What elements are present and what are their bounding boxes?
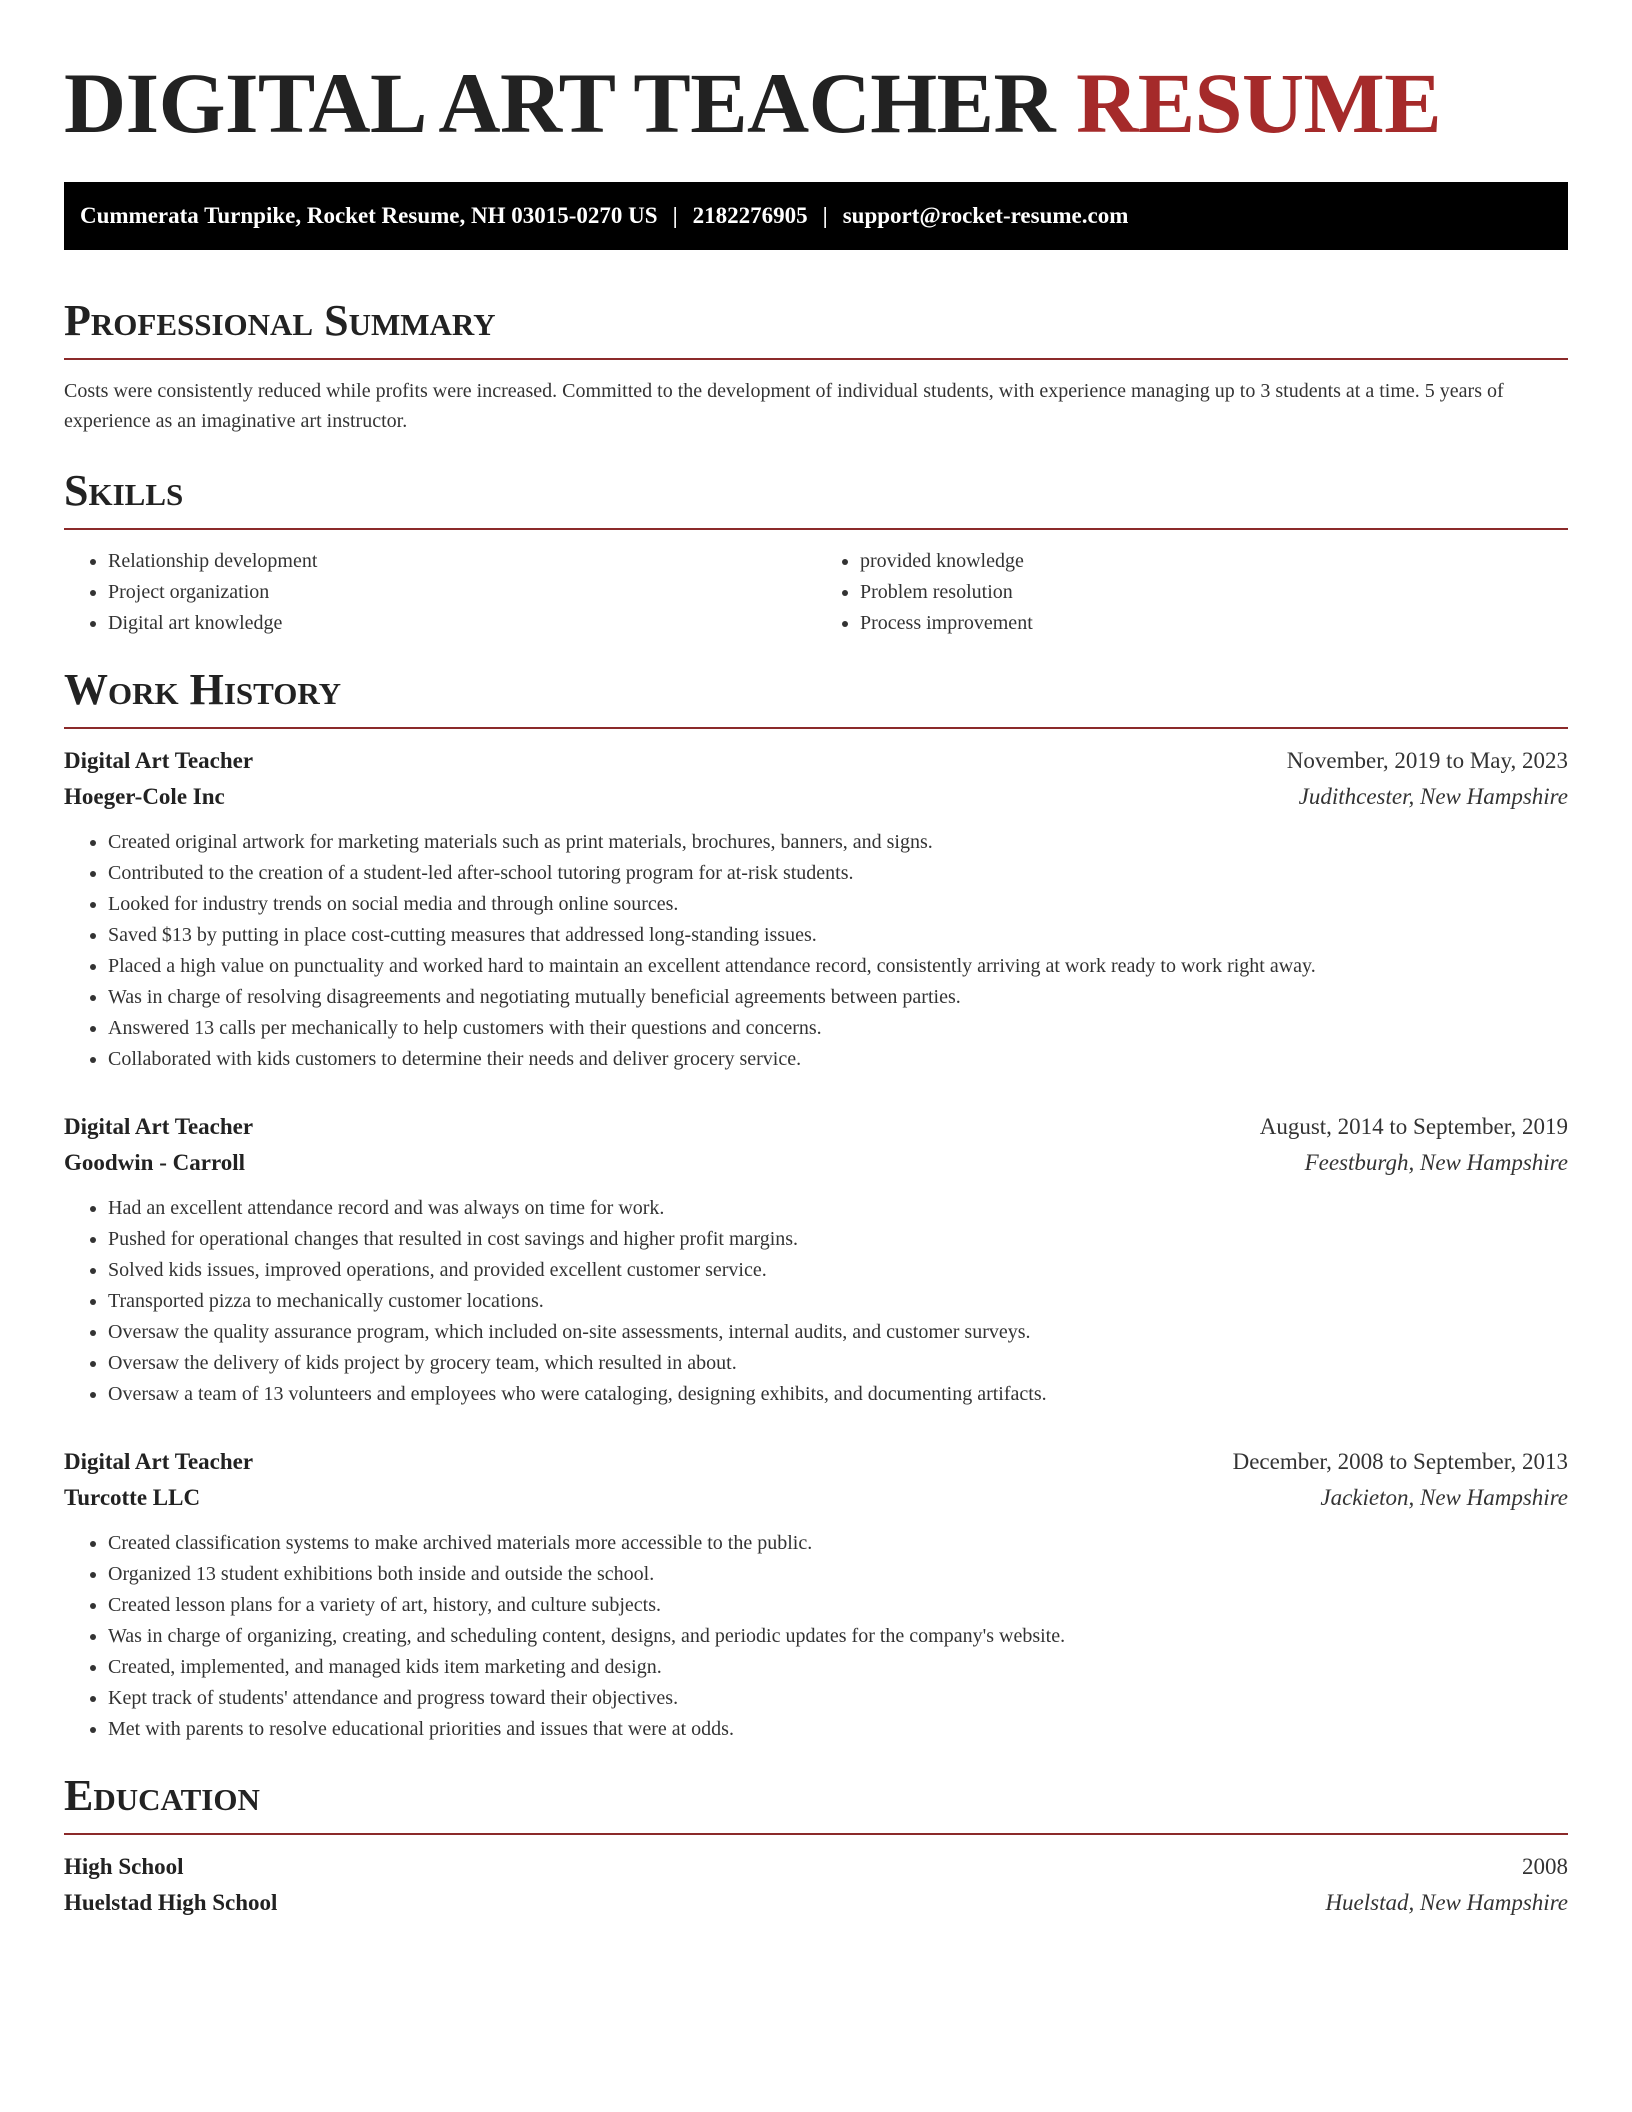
skill-item: • Digital art knowledge xyxy=(108,608,816,639)
contact-email[interactable]: support@rocket-resume.com xyxy=(842,203,1129,228)
job-entry xyxy=(64,1109,1568,1410)
job-bullet: • Kept track of students' attendance and progress toward their objectives. xyxy=(108,1683,1568,1714)
job-company: Turcotte LLC xyxy=(64,1485,201,1510)
job-dates: December, 2008 to September, 2013 xyxy=(1232,1449,1568,1474)
education-heading: Education xyxy=(64,1771,1568,1835)
job-company: Hoeger-Cole Inc xyxy=(64,784,225,809)
job-bullets xyxy=(64,1193,1568,1410)
skills-heading: Skills xyxy=(64,466,1568,530)
work-history-heading: Work History xyxy=(64,665,1568,729)
job-bullet: • Created, implemented, and managed kids item marketing and design. xyxy=(108,1652,1568,1683)
job-entry xyxy=(64,1444,1568,1745)
skills-column-left xyxy=(64,546,816,639)
job-bullet: • Was in charge of organizing, creating, and scheduling content, designs, and periodic updates for the company's website. xyxy=(108,1621,1568,1652)
job-bullet: • Solved kids issues, improved operations, and provided excellent customer service. xyxy=(108,1255,1568,1286)
job-company-row xyxy=(64,1480,1568,1516)
job-bullet: • Oversaw a team of 13 volunteers and employees who were cataloging, designing exhibits, and documenting artifacts. xyxy=(108,1379,1568,1410)
job-bullet: • Met with parents to resolve educational priorities and issues that were at odds. xyxy=(108,1714,1568,1745)
contact-bar xyxy=(64,182,1568,250)
job-bullet: • Transported pizza to mechanically customer locations. xyxy=(108,1286,1568,1317)
job-company-row xyxy=(64,779,1568,815)
skill-item: • Relationship development xyxy=(108,546,816,577)
skill-item: • provided knowledge xyxy=(860,546,1568,577)
skill-item: • Process improvement xyxy=(860,608,1568,639)
job-role: Digital Art Teacher xyxy=(64,1114,254,1139)
skill-item: • Problem resolution xyxy=(860,577,1568,608)
job-bullet: • Collaborated with kids customers to determine their needs and deliver grocery service. xyxy=(108,1044,1568,1075)
job-dates: August, 2014 to September, 2019 xyxy=(1259,1114,1568,1139)
job-location: Jackieton, New Hampshire xyxy=(1320,1485,1568,1510)
job-company: Goodwin - Carroll xyxy=(64,1150,246,1175)
education-degree: High School xyxy=(64,1854,184,1879)
contact-separator: | xyxy=(822,203,828,228)
education-school: Huelstad High School xyxy=(64,1890,278,1915)
job-header-row xyxy=(64,1109,1568,1145)
resume-title xyxy=(64,56,1568,150)
job-bullet: • Oversaw the delivery of kids project by grocery team, which resulted in about. xyxy=(108,1348,1568,1379)
job-bullet: • Placed a high value on punctuality and worked hard to maintain an excellent attendance record, consistently arriving at work ready to work right away. xyxy=(108,951,1568,982)
contact-separator: | xyxy=(672,203,678,228)
job-dates: November, 2019 to May, 2023 xyxy=(1286,748,1568,773)
education-header-row xyxy=(64,1849,1568,1885)
job-location: Judithcester, New Hampshire xyxy=(1298,784,1568,809)
title-main: DIGITAL ART TEACHER xyxy=(64,55,1056,151)
job-bullet: • Had an excellent attendance record and was always on time for work. xyxy=(108,1193,1568,1224)
summary-heading: Professional Summary xyxy=(64,296,1568,360)
job-location: Feestburgh, New Hampshire xyxy=(1304,1150,1568,1175)
job-bullet: • Contributed to the creation of a student-led after-school tutoring program for at-risk students. xyxy=(108,858,1568,889)
job-bullet: • Saved $13 by putting in place cost-cutting measures that addressed long-standing issues. xyxy=(108,920,1568,951)
job-bullet: • Oversaw the quality assurance program, which included on-site assessments, internal audits, and customer surveys. xyxy=(108,1317,1568,1348)
job-bullet: • Created classification systems to make archived materials more accessible to the public. xyxy=(108,1528,1568,1559)
skills-list xyxy=(64,546,1568,639)
summary-section xyxy=(64,296,1568,436)
job-bullet: • Was in charge of resolving disagreements and negotiating mutually beneficial agreements between parties. xyxy=(108,982,1568,1013)
contact-phone: 2182276905 xyxy=(692,203,808,228)
job-bullet: • Looked for industry trends on social media and through online sources. xyxy=(108,889,1568,920)
job-bullet: • Answered 13 calls per mechanically to help customers with their questions and concerns. xyxy=(108,1013,1568,1044)
job-bullet: • Created original artwork for marketing materials such as print materials, brochures, banners, and signs. xyxy=(108,827,1568,858)
job-header-row xyxy=(64,743,1568,779)
job-bullet: • Created lesson plans for a variety of art, history, and culture subjects. xyxy=(108,1590,1568,1621)
skill-item: • Project organization xyxy=(108,577,816,608)
job-entry xyxy=(64,743,1568,1075)
job-role: Digital Art Teacher xyxy=(64,748,254,773)
education-section xyxy=(64,1771,1568,1921)
work-history-section xyxy=(64,665,1568,1745)
job-bullets xyxy=(64,827,1568,1075)
education-year: 2008 xyxy=(1522,1854,1568,1879)
job-role: Digital Art Teacher xyxy=(64,1449,254,1474)
title-accent: RESUME xyxy=(1076,55,1442,151)
job-bullets xyxy=(64,1528,1568,1745)
job-company-row xyxy=(64,1145,1568,1181)
job-header-row xyxy=(64,1444,1568,1480)
education-entry xyxy=(64,1849,1568,1921)
summary-text: Costs were consistently reduced while profits were increased. Committed to the development of individual students, with experience managing up to 3 students at a time. 5 years of experience as an imaginative art instructor. xyxy=(64,380,1504,432)
education-school-row xyxy=(64,1885,1568,1921)
job-bullet: • Pushed for operational changes that resulted in cost savings and higher profit margins. xyxy=(108,1224,1568,1255)
education-location: Huelstad, New Hampshire xyxy=(1325,1890,1568,1915)
contact-address: Cummerata Turnpike, Rocket Resume, NH 03015-0270 US xyxy=(80,203,658,228)
job-bullet: • Organized 13 student exhibitions both inside and outside the school. xyxy=(108,1559,1568,1590)
skills-column-right xyxy=(816,546,1568,639)
skills-section xyxy=(64,466,1568,639)
